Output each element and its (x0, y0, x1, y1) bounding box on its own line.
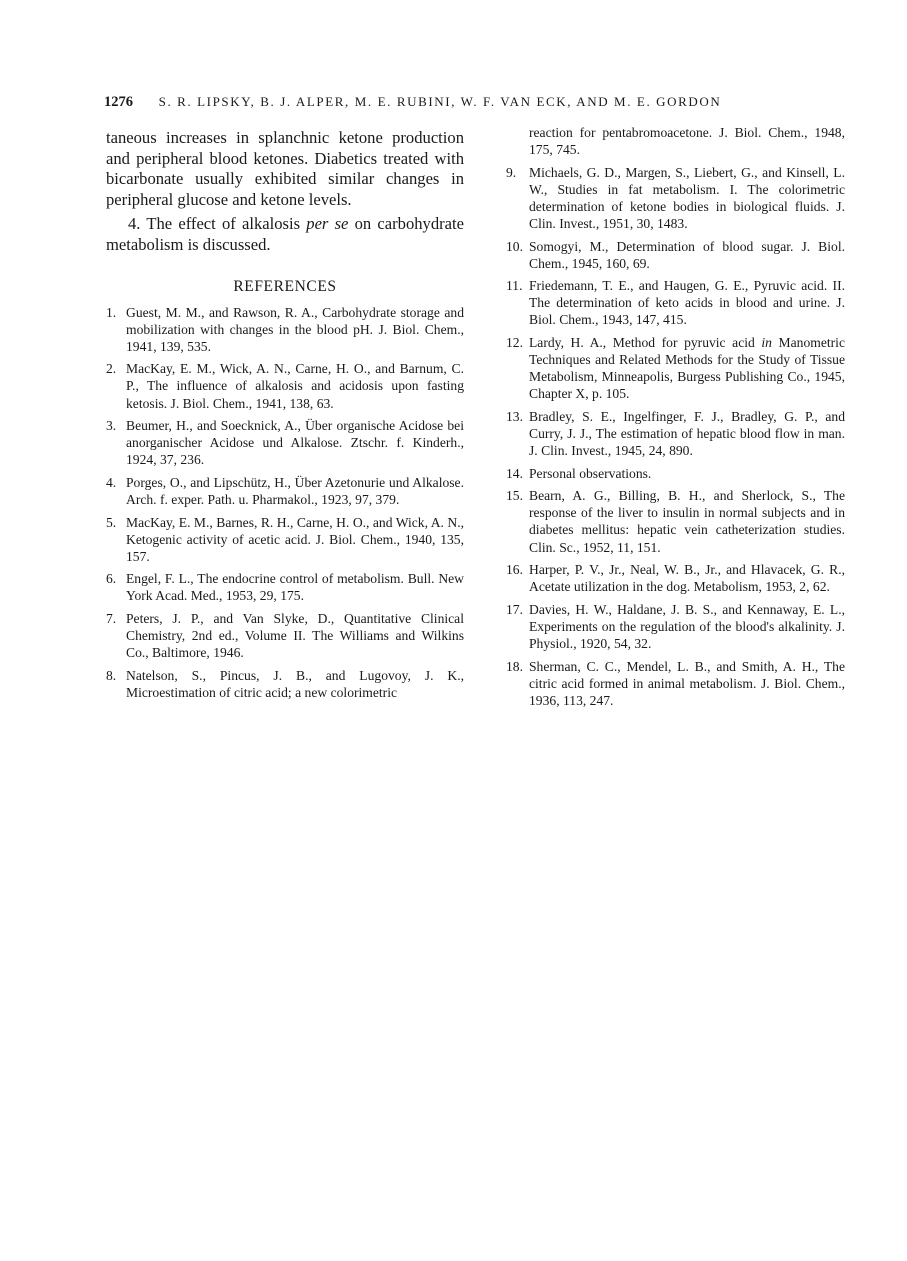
summary-paragraph-continued: taneous increases in splanchnic ketone production and peripheral blood ketones. Diabetics treated with bicarbonate usually exhibited similar changes in peripheral glucose and ketone levels. (106, 128, 464, 209)
reference-number: 5. (106, 514, 117, 530)
ref12-text-a: Lardy, H. A., Method for pyruvic acid (529, 335, 762, 351)
reference-item (506, 277, 845, 328)
reference-item (506, 334, 845, 402)
reference-number: 15. (506, 488, 523, 504)
reference-item (106, 514, 464, 565)
reference-text: Harper, P. V., Jr., Neal, W. B., Jr., and Hlavacek, G. R., Acetate utilization in the dog. Metabolism, 1953, 2, 62. (529, 562, 845, 595)
reference-item (106, 610, 464, 661)
reference-text: Engel, F. L., The endocrine control of metabolism. Bull. New York Acad. Med., 1953, 29, 175. (126, 571, 464, 604)
reference-item (506, 561, 845, 595)
reference-text: Peters, J. P., and Van Slyke, D., Quantitative Clinical Chemistry, 2nd ed., Volume II. The Williams and Wilkins Co., Baltimore, 1946. (126, 611, 464, 661)
reference-text: Sherman, C. C., Mendel, L. B., and Smith, A. H., The citric acid formed in animal metabolism. J. Biol. Chem., 1936, 113, 247. (529, 658, 845, 708)
reference-text: Porges, O., and Lipschütz, H., Über Azetonurie und Alkalose. Arch. f. exper. Path. u. Pharmakol., 1923, 97, 379. (126, 474, 464, 507)
reference-item (506, 238, 845, 272)
reference-number: 4. (106, 474, 117, 490)
reference-text: Bearn, A. G., Billing, B. H., and Sherlock, S., The response of the liver to insulin in normal subjects and in diabetes mellitus: hepatic vein catheterization studies. Clin. Sc., 1952, 11, 151. (529, 488, 845, 555)
point4-text-b: on carbohydrate metabolism is discussed. (106, 214, 464, 254)
reference-text (529, 335, 845, 401)
reference-list-right (506, 164, 845, 709)
summary-point-4 (106, 214, 464, 255)
reference-text: Somogyi, M., Determination of blood sugar. J. Biol. Chem., 1945, 160, 69. (529, 238, 845, 271)
reference-item (106, 417, 464, 468)
reference-text: Beumer, H., and Soecknick, A., Über organische Acidose bei anorganischer Acidose und Alkalose. Ztschr. f. Kinderh., 1924, 37, 236. (126, 418, 464, 468)
reference-number: 2. (106, 361, 117, 377)
reference-list-left (106, 304, 464, 701)
reference-text: Guest, M. M., and Rawson, R. A., Carbohydrate storage and mobilization with changes in the blood pH. J. Biol. Chem., 1941, 139, 535. (126, 304, 464, 354)
reference-item (506, 658, 845, 709)
reference-number: 6. (106, 571, 117, 587)
reference-item (506, 601, 845, 652)
reference-number: 9. (506, 164, 517, 180)
reference-text: Personal observations. (529, 465, 652, 481)
reference-number: 10. (506, 238, 523, 254)
ref12-italic: in (761, 335, 772, 351)
right-column (506, 124, 845, 714)
reference-number: 18. (506, 658, 523, 674)
references-heading: REFERENCES (233, 277, 337, 295)
reference-item (506, 408, 845, 459)
page-number: 1276 (104, 94, 133, 110)
reference-item (106, 360, 464, 411)
reference-number: 14. (506, 465, 523, 481)
reference-number: 16. (506, 562, 523, 578)
reference-text: Michaels, G. D., Margen, S., Liebert, G., and Kinsell, L. W., Studies in fat metabolism. I. The colorimetric determination of ketone bodies in biological fluids. J. Clin. Invest., 1951, 30, 1483. (529, 164, 845, 231)
running-header (104, 94, 804, 111)
point4-italic: per se (306, 214, 349, 234)
reference-item (506, 465, 845, 482)
reference-number: 17. (506, 601, 523, 617)
reference-number: 7. (106, 611, 117, 627)
reference-text: Natelson, S., Pincus, J. B., and Lugovoy, J. K., Microestimation of citric acid; a new colorimetric (126, 667, 464, 700)
running-authors: S. R. LIPSKY, B. J. ALPER, M. E. RUBINI, W. F. VAN ECK, AND M. E. GORDON (158, 94, 722, 109)
reference-number: 13. (506, 408, 523, 424)
point4-text-a: 4. The effect of alkalosis (128, 214, 307, 234)
reference-item (506, 487, 845, 555)
reference-item (506, 164, 845, 232)
reference-text: Friedemann, T. E., and Haugen, G. E., Pyruvic acid. II. The determination of keto acids in blood and urine. J. Biol. Chem., 1943, 147, 415. (529, 278, 845, 328)
reference-8-continuation: reaction for pentabromoacetone. J. Biol. Chem., 1948, 175, 745. (529, 125, 845, 158)
reference-item (106, 570, 464, 604)
reference-text: MacKay, E. M., Barnes, R. H., Carne, H. O., and Wick, A. N., Ketogenic activity of acetic acid. J. Biol. Chem., 1940, 135, 157. (126, 514, 464, 564)
reference-text: Bradley, S. E., Ingelfinger, F. J., Bradley, G. P., and Curry, J. J., The estimation of hepatic blood flow in man. J. Clin. Invest., 1945, 24, 890. (529, 408, 845, 459)
reference-item (106, 474, 464, 508)
reference-number: 12. (506, 335, 523, 351)
reference-item (106, 667, 464, 701)
left-column (106, 128, 464, 707)
reference-text: Davies, H. W., Haldane, J. B. S., and Kennaway, E. L., Experiments on the regulation of the blood's alkalinity. J. Physiol., 1920, 54, 32. (529, 601, 845, 652)
reference-number: 11. (506, 278, 523, 294)
reference-number: 3. (106, 418, 117, 434)
reference-text: MacKay, E. M., Wick, A. N., Carne, H. O., and Barnum, C. P., The influence of alkalosis and acidosis upon fasting ketosis. J. Biol. Chem., 1941, 138, 63. (126, 361, 464, 411)
reference-number: 1. (106, 304, 117, 320)
reference-number: 8. (106, 667, 117, 683)
ref12-text-b: Manometric Techniques and Related Methods for the Study of Tissue Metabolism, Minneapolis, Burgess Publishing Co., 1945, Chapter X, p. 105. (529, 335, 845, 402)
reference-item (106, 304, 464, 355)
